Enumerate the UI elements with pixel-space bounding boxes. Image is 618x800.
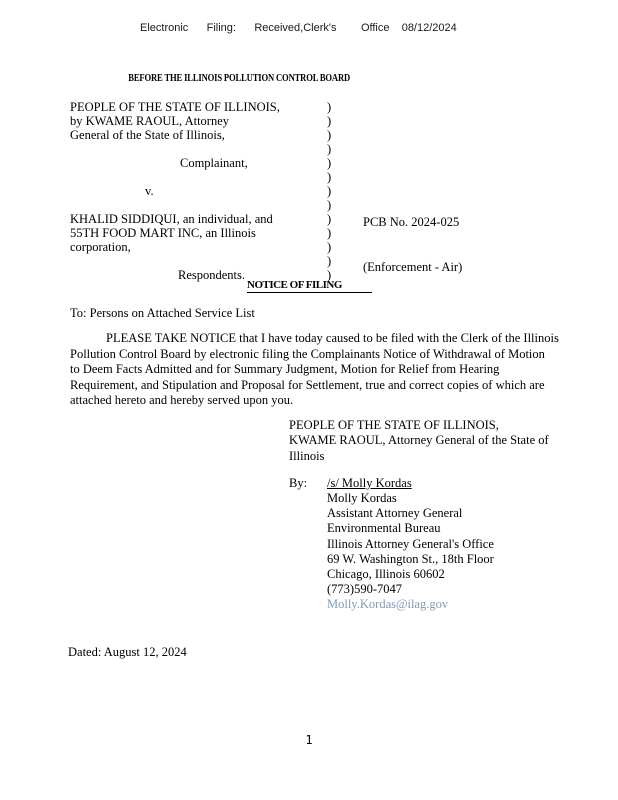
paren: ) bbox=[327, 212, 332, 226]
case-type: (Enforcement - Air) bbox=[363, 259, 463, 274]
body-line: attached hereto and hereby served upon you. bbox=[70, 393, 294, 407]
caption-spacer bbox=[70, 142, 320, 156]
complainant-line: by KWAME RAOUL, Attorney bbox=[70, 114, 230, 128]
paren: ) bbox=[327, 198, 332, 212]
email-link[interactable]: Molly.Kordas@ilag.gov bbox=[327, 597, 449, 612]
sig-org-line: Illinois bbox=[289, 448, 325, 463]
signer-phone: (773)590-7047 bbox=[327, 582, 402, 597]
respondent-line: KHALID SIDDIQUI, an individual, and bbox=[70, 212, 273, 226]
signer-bureau: Environmental Bureau bbox=[327, 521, 441, 536]
signer-title: Assistant Attorney General bbox=[327, 506, 463, 521]
caption-left-column bbox=[70, 100, 320, 282]
signer-contact-block bbox=[327, 491, 567, 613]
respondent-role: Respondents. bbox=[178, 268, 246, 282]
court-title-text: BEFORE THE ILLINOIS POLLUTION CONTROL BOARD bbox=[128, 72, 350, 84]
paren: ) bbox=[327, 156, 332, 170]
signer-name: Molly Kordas bbox=[327, 491, 397, 505]
signer-street: 69 W. Washington St., 18th Floor bbox=[327, 551, 494, 566]
service-list-line: To: Persons on Attached Service List bbox=[70, 306, 255, 320]
notice-body-paragraph bbox=[70, 331, 560, 409]
versus: v. bbox=[145, 184, 154, 198]
complainant-role: Complainant, bbox=[180, 156, 248, 170]
body-line: PLEASE TAKE NOTICE that I have today caused to be filed with the Clerk of the Illinois bbox=[106, 331, 559, 345]
body-line: Requirement, and Stipulation and Proposal for Settlement, true and correct copies of which are bbox=[70, 377, 545, 392]
signer-office: Illinois Attorney General's Office bbox=[327, 536, 494, 551]
paren: ) bbox=[327, 114, 332, 128]
body-line: Pollution Control Board by electronic filing the Complainants Notice of Withdrawal of Motion bbox=[70, 346, 545, 361]
caption-spacer bbox=[70, 254, 320, 268]
sig-org-line: KWAME RAOUL, Attorney General of the State of bbox=[289, 433, 549, 448]
dated-line: Dated: August 12, 2024 bbox=[68, 645, 187, 659]
body-line: to Deem Facts Admitted and for Summary Judgment, Motion for Relief from Hearing bbox=[70, 362, 500, 376]
page-number: 1 bbox=[305, 733, 313, 747]
caption-spacer bbox=[70, 198, 320, 212]
paren: ) bbox=[327, 100, 332, 114]
respondent-line: corporation, bbox=[70, 240, 131, 254]
notice-of-filing-heading: NOTICE OF FILING bbox=[247, 279, 372, 293]
electronic-signature: /s/ Molly Kordas bbox=[327, 476, 412, 490]
complainant-line: General of the State of Illinois, bbox=[70, 128, 225, 142]
paren: ) bbox=[327, 184, 332, 198]
respondent-line: 55TH FOOD MART INC, an Illinois bbox=[70, 226, 256, 240]
complainant-line: PEOPLE OF THE STATE OF ILLINOIS, bbox=[70, 100, 280, 114]
paren: ) bbox=[327, 128, 332, 142]
by-label: By: bbox=[289, 476, 308, 490]
caption-paren-column bbox=[327, 100, 339, 282]
paren: ) bbox=[327, 142, 332, 156]
paren: ) bbox=[327, 240, 332, 254]
paren: ) bbox=[327, 254, 332, 268]
case-number: PCB No. 2024-025 bbox=[363, 215, 460, 229]
paren: ) bbox=[327, 226, 332, 240]
efiling-stamp: Electronic Filing: Received,Clerk's Office 08/12/2024 bbox=[140, 22, 457, 34]
court-title bbox=[0, 70, 478, 85]
paren: ) bbox=[327, 268, 332, 282]
sig-org-line: PEOPLE OF THE STATE OF ILLINOIS, bbox=[289, 418, 499, 432]
signature-org-block bbox=[289, 418, 589, 464]
signer-city: Chicago, Illinois 60602 bbox=[327, 566, 445, 581]
paren: ) bbox=[327, 170, 332, 184]
case-info bbox=[363, 185, 462, 304]
caption-spacer bbox=[70, 170, 320, 184]
